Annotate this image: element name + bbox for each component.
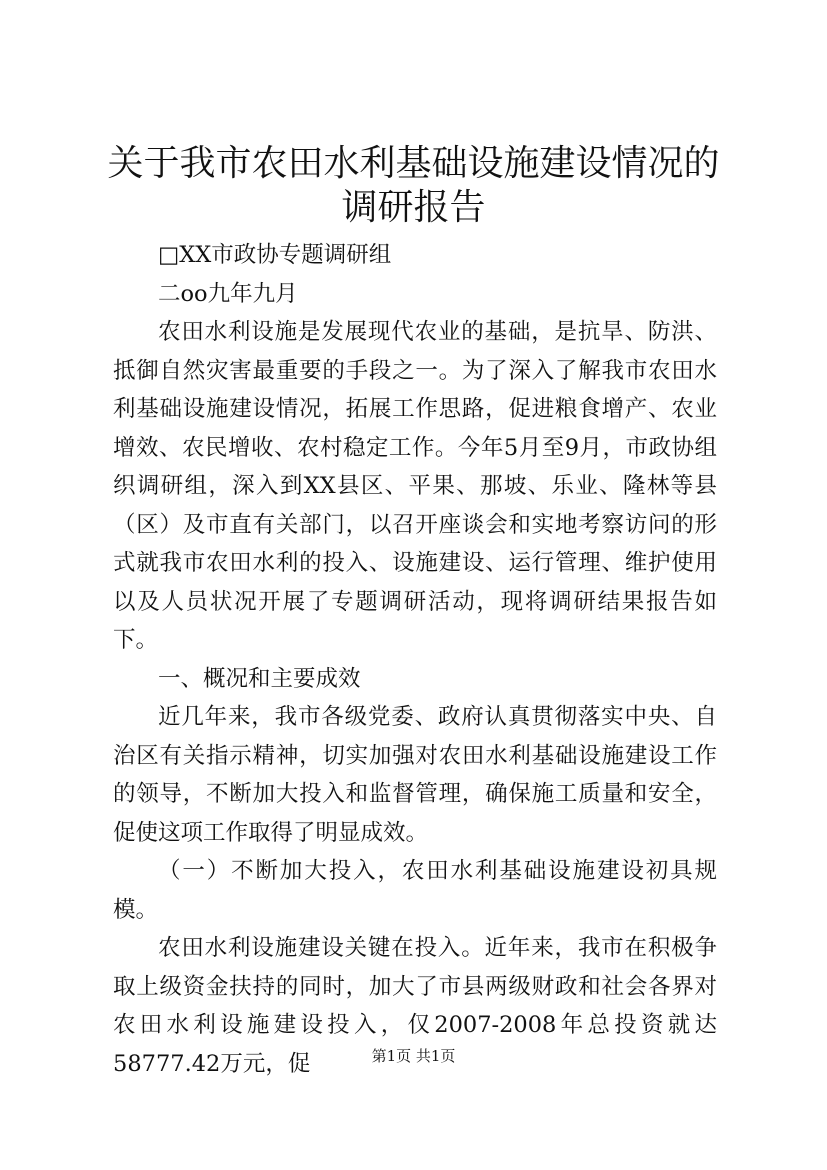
overview-paragraph: 近几年来，我市各级党委、政府认真贯彻落实中央、自治区有关指示精神，切实加强对农田水利基础设施建设工作的领导，不断加大投入和监督管理，确保施工质量和安全，促使这项工作取得了明显成效。: [113, 704, 717, 846]
document-title: 关于我市农田水利基础设施建设情况的调研报告: [107, 143, 720, 228]
document-body: [113, 236, 717, 1083]
author-line: □XX市政协专题调研组: [158, 242, 392, 268]
subsection-heading: （一）不断加大投入，农田水利基础设施建设初具规模。: [113, 858, 717, 923]
date-line: 二oo九年九月: [158, 280, 298, 307]
intro-paragraph: 农田水利设施是发展现代农业的基础，是抗旱、防洪、抵御自然灾害最重要的手段之一。为了深入了解我市农田水利基础设施建设情况，拓展工作思路，促进粮食增产、农业增效、农民增收、农村稳定工作。今年5月至9月，市政协组织调研组，深入到XX县区、平果、那坡、乐业、隆林等县（区）及市直有关部门，以召开座谈会和实地考察访问的形式就我市农田水利的投入、设施建设、运行管理、维护使用以及人员状况开展了专题调研活动，现将调研结果报告如下。: [113, 319, 717, 653]
section-heading: 一、概况和主要成效: [158, 665, 361, 692]
investment-paragraph: 农田水利设施建设关键在投入。近年来，我市在积极争取上级资金扶持的同时，加大了市县两级财政和社会各界对农田水利设施建设投入，仅2007-2008年总投资就达58777.42万元，促: [113, 935, 717, 1077]
page-footer: 第1页 共1页: [371, 1047, 456, 1065]
